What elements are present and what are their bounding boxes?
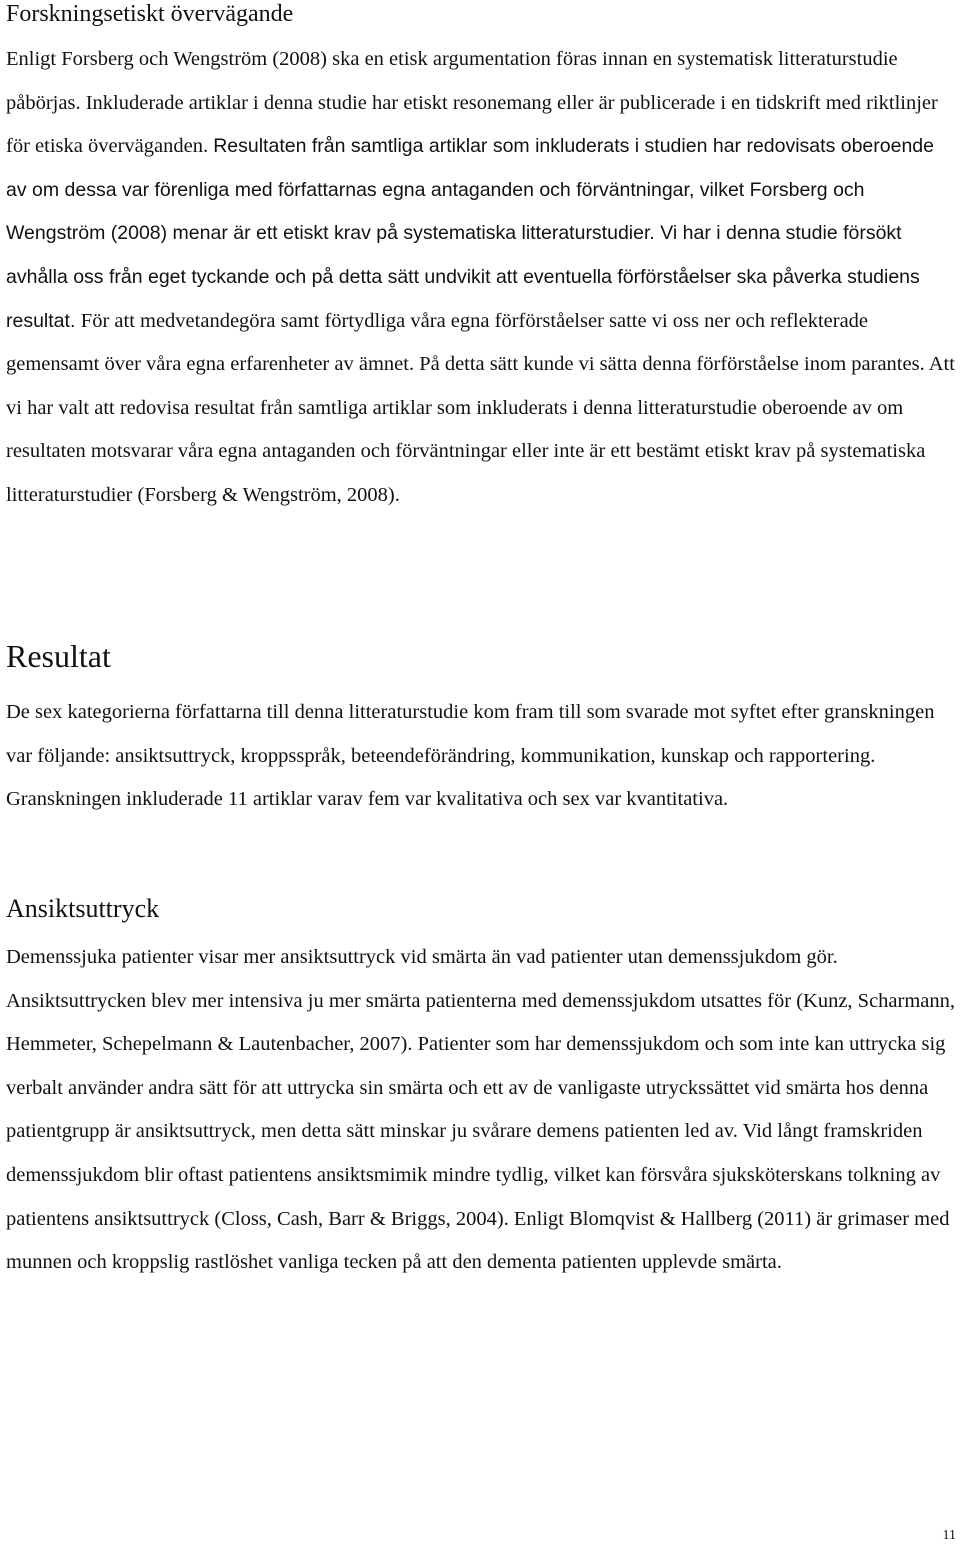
section-heading-results: Resultat [6, 638, 111, 674]
ethics-text-b: Resultaten från samtliga artiklar som inkluderats i studien har redovisats oberoende av om dessa var förenliga med författarnas egna antaganden och förväntningar, vilket Forsberg och Wengström (2008) menar är ett etiskt krav på systematiska litteraturstudier. [6, 135, 934, 245]
page-number: 11 [942, 1528, 956, 1543]
ethics-text-c: Vi har i denna studie försökt avhålla oss från eget tyckande och på detta sätt undvikit att eventuella förförståelser ska påverka studiens resultat. [6, 222, 920, 332]
results-paragraph: De sex kategorierna författarna till denna litteraturstudie kom fram till som svarade mot syftet efter granskningen var följande: ansiktsuttryck, kroppsspråk, beteendeförändring, kommunikation, kunskap och rapportering. Granskningen inkluderade 11 artiklar varav fem var kvalitativa och sex var kvantitativa. [6, 701, 935, 811]
ethics-text-a: Enligt Forsberg och Wengström (2008) ska en etisk argumentation föras innan en systematisk litteraturstudie påbörjas. Inkluderade artiklar i denna studie har etiskt resonemang eller är publicerade i en tidskrift med riktlinjer för etiska överväganden. [6, 48, 938, 158]
facial-expressions-paragraph: Demenssjuka patienter visar mer ansiktsuttryck vid smärta än vad patienter utan demenssjukdom gör. Ansiktsuttrycken blev mer intensiva ju mer smärta patienterna med demenssjukdom utsattes för (Kunz, Scharmann, Hemmeter, Schepelmann & Lautenbacher, 2007). Patienter som har demenssjukdom och som inte kan uttrycka sig verbalt använder andra sätt för att uttrycka sin smärta och ett av de vanligaste utryckssättet vid smärta hos denna patientgrupp är ansiktsuttryck, men detta sätt minskar ju svårare demens patienten led av. Vid långt framskriden demenssjukdom blir oftast patientens ansiktsmimik mindre tydlig, vilket kan försvåra sjuksköterskans tolkning av patientens ansiktsuttryck (Closs, Cash, Barr & Briggs, 2004). Enligt Blomqvist & Hallberg (2011) är grimaser med munnen och kroppslig rastlöshet vanliga tecken på att den dementa patienten upplevde smärta. [6, 946, 956, 1274]
section-heading-ethics: Forskningsetiskt övervägande [6, 1, 294, 27]
ethics-paragraph [6, 38, 958, 518]
ethics-text-d: För att medvetandegöra samt förtydliga våra egna förförståelser satte vi oss ner och reflekterade gemensamt över våra egna erfarenheter av ämnet. På detta sätt kunde vi sätta denna förförståelse inom parantes. Att vi har valt att redovisa resultat från samtliga artiklar som inkluderats i denna litteraturstudie oberoende av om resultaten motsvarar våra egna antaganden och förväntningar eller inte är ett bestämt etiskt krav på systematiska litteraturstudier (Forsberg & Wengström, 2008). [6, 309, 955, 506]
section-heading-facial-expressions: Ansiktsuttryck [6, 894, 160, 923]
